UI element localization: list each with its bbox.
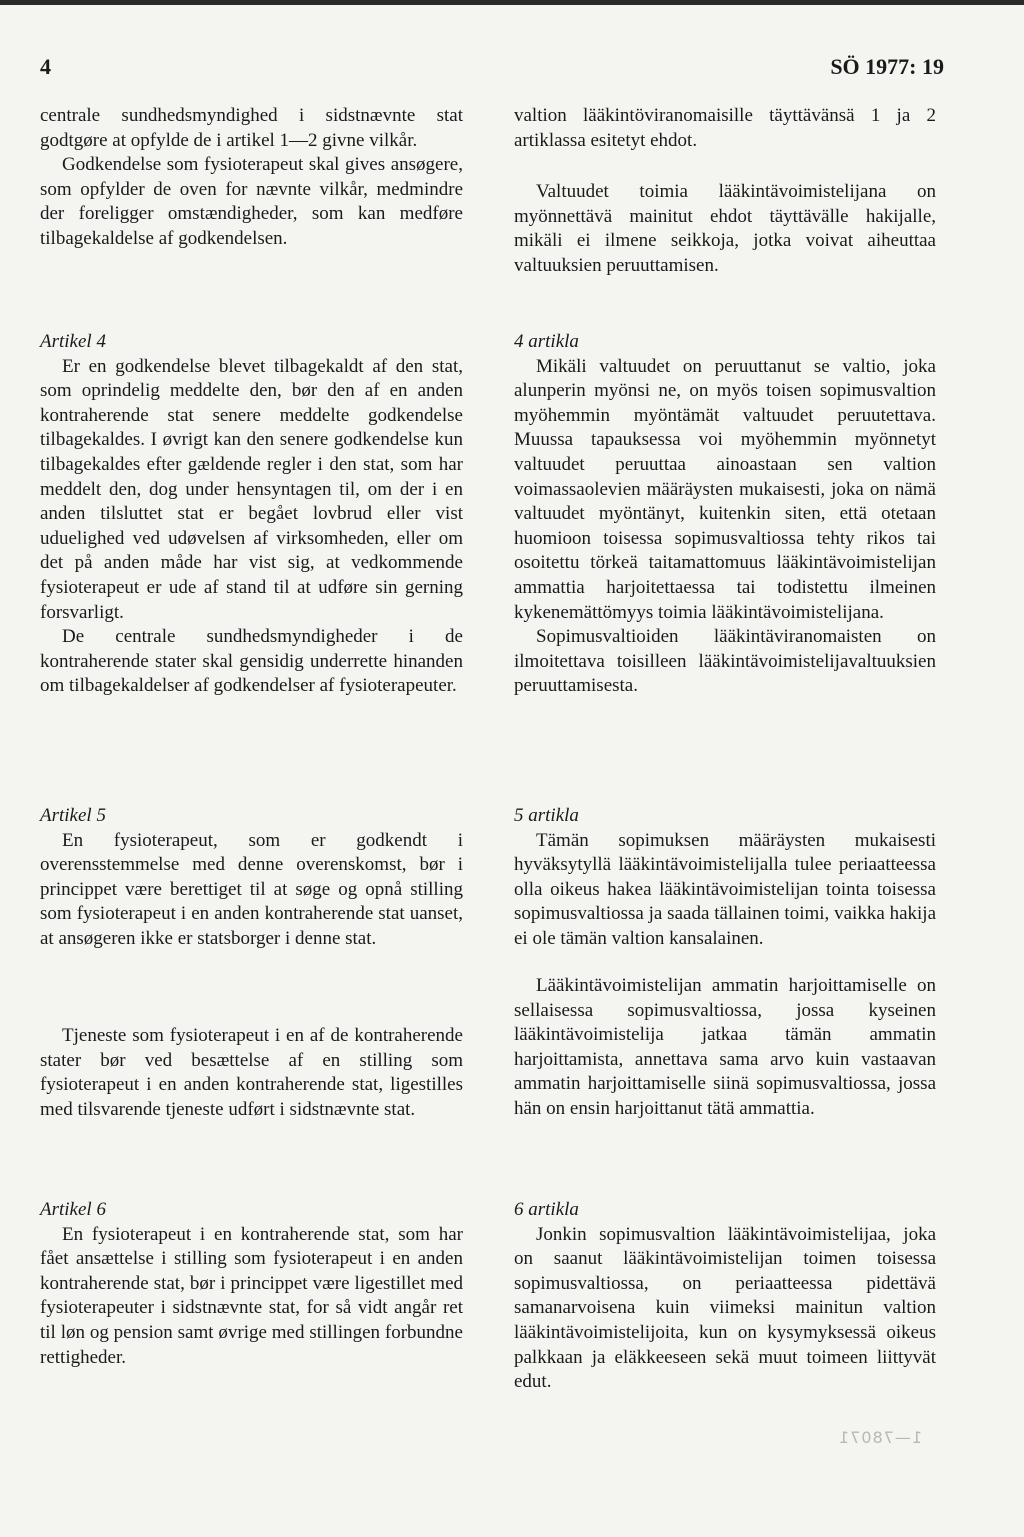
danish-intro-paragraph: Godkendelse som fysioterapeut skal gives ansøgere, som opfylder de oven for nævnte vilkår, medmindre der foreligger omstændigheder, som kan medføre tilbagekaldelse af godkendelsen. xyxy=(40,154,463,249)
article-heading: 5 artikla xyxy=(514,805,579,826)
article-paragraph: En fysioterapeut, som er godkendt i overensstemmelse med denne overenskomst, bør i princippet være berettiget til at søge og opnå stilling som fysioterapeut i en anden kontraherende stat uanset, at ansøgeren ikke er statsborger i denne stat. xyxy=(40,829,463,949)
top-border-rule xyxy=(0,0,1024,5)
finnish-intro-continued xyxy=(514,180,936,278)
article-paragraph: Tjeneste som fysioterapeut i en af de kontraherende stater bør ved besættelse af en stilling som fysioterapeut i en anden kontraherende stat, ligestilles med tilsvarende tjeneste udført i sidstnævnte stat. xyxy=(40,1025,463,1120)
finnish-article-5-continued xyxy=(514,974,936,1122)
article-heading: 6 artikla xyxy=(514,1199,579,1220)
article-paragraph: Sopimusvaltioiden lääkintäviranomaisten on ilmoitettava toisilleen lääkintävoimistelijavaltuuksien peruuttamisesta. xyxy=(514,626,936,697)
print-code: 1—78071 xyxy=(838,1428,923,1447)
finnish-intro-paragraph: valtion lääkintöviranomaisille täyttävänsä 1 ja 2 artiklassa esitetyt ehdot. xyxy=(514,105,936,151)
danish-intro-paragraph: centrale sundhedsmyndighed i sidstnævnte stat godtgøre at opfylde de i artikel 1—2 givne vilkår. xyxy=(40,105,463,151)
danish-article-4 xyxy=(40,330,463,699)
article-paragraph: Lääkintävoimistelijan ammatin harjoittamiselle on sellaisessa sopimusvaltiossa, jossa kyseinen lääkintävoimistelija jatkaa tämän ammatin harjoittamista, annettava sama arvo kuin vastaavan ammatin harjoittamiselle siinä sopimusvaltiossa, jossa hän on ensin harjoittanut tätä ammattia. xyxy=(514,975,936,1119)
article-heading: 4 artikla xyxy=(514,331,579,352)
treaty-series-id: SÖ 1977: 19 xyxy=(830,54,944,79)
article-heading: Artikel 6 xyxy=(40,1199,106,1220)
finnish-intro xyxy=(514,104,936,153)
finnish-article-4 xyxy=(514,330,936,699)
article-paragraph: En fysioterapeut i en kontraherende stat, som har fået ansættelse i stilling som fysioterapeut i en anden kontraherende stat, bør i princippet være ligestillet med fysioterapeuter i sidstnævnte stat, for så vidt angår ret til løn og pension samt øvrige med stillingen forbundne rettigheder. xyxy=(40,1223,463,1368)
article-paragraph: Tämän sopimuksen määräysten mukaisesti hyväksytyllä lääkintävoimistelijalla tulee periaatteessa olla oikeus hakea lääkintävoimistelijan tointa toisessa sopimusvaltiossa ja saada tällainen toimi, vaikka hakija ei ole tämän valtion kansalainen. xyxy=(514,829,936,949)
article-paragraph: Er en godkendelse blevet tilbagekaldt af den stat, som oprindelig meddelte den, bør den af en anden kontraherende stat senere meddelte godkendelse tilbagekaldes. I øvrigt kan den senere godkendelse kun tilbagekaldes efter gældende regler i den stat, som har meddelt den, dog under hensyntagen til, om der i en anden tilsluttet stat er begået lovbrud eller vist uduelighed ved udøvelsen af virksomheden, eller om det på anden måde har vist sig, at vedkommende fysioterapeut er ude af stand til at udføre sin gerning forsvarligt. xyxy=(40,355,463,623)
finnish-article-5 xyxy=(514,804,936,952)
page-number: 4 xyxy=(40,54,51,79)
danish-article-6 xyxy=(40,1198,463,1370)
article-heading: Artikel 4 xyxy=(40,331,106,352)
danish-intro xyxy=(40,104,463,252)
finnish-intro-paragraph: Valtuudet toimia lääkintävoimistelijana on myönnettävä mainitut ehdot täyttävälle hakijalle, mikäli ei ilmene seikkoja, jotka voivat aiheuttaa valtuuksien peruuttamisen. xyxy=(514,181,936,276)
article-heading: Artikel 5 xyxy=(40,805,106,826)
danish-article-5 xyxy=(40,804,463,952)
finnish-article-6 xyxy=(514,1198,936,1395)
article-paragraph: Jonkin sopimusvaltion lääkintävoimistelijaa, joka on saanut lääkintävoimistelijan toimen toisessa sopimusvaltiossa, on periaatteessa pidettävä samanarvoisena kuin viimeksi mainitun valtion lääkintävoimistelijoita, kun on kysymyksessä oikeus palkkaan ja eläkkeeseen sekä muut toimeen liittyvät edut. xyxy=(514,1223,936,1393)
article-paragraph: Mikäli valtuudet on peruuttanut se valtio, joka alunperin myönsi ne, on myös toisen sopimusvaltion myöhemmin myöntämät valtuudet peruutettava. Muussa tapauksessa voi myöhemmin myönnetyt valtuudet peruuttaa ainoastaan sen valtion voimassaolevien määräysten mukaisesti, joka on nämä valtuudet myöntänyt, kuitenkin siten, että otetaan huomioon toisessa sopimusvaltiossa tehty rikos tai osoitettu törkeä taitamattomuus lääkintävoimistelijan ammattia harjoitettaessa tai todistettu ilmeinen kykenemättömyys toimia lääkintävoimistelijana. xyxy=(514,355,936,623)
article-paragraph: De centrale sundhedsmyndigheder i de kontraherende stater skal gensidig underrette hinanden om tilbagekaldelser af godkendelser af fysioterapeuter. xyxy=(40,626,463,697)
danish-article-5-continued xyxy=(40,1024,463,1122)
